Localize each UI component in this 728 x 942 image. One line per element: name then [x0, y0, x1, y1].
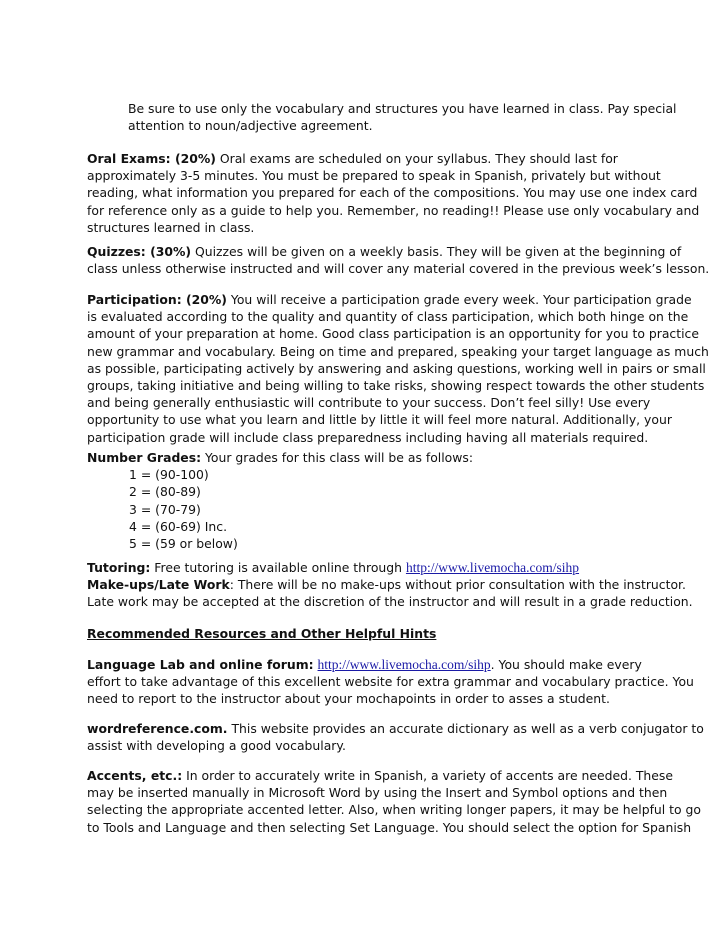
oral-exams-text: Oral exams are scheduled on your syllabus. They should last for	[215, 151, 618, 166]
accents-paragraph	[87, 767, 701, 836]
intro-line: attention to noun/adjective agreement.	[128, 118, 373, 134]
wordreference-heading: wordreference.com.	[87, 721, 228, 736]
language-lab-paragraph	[87, 656, 694, 708]
grade-item: 3 = (70-79)	[129, 501, 201, 517]
participation-paragraph	[87, 291, 709, 446]
participation-line: is evaluated according to the quality and quantity of class participation, which both hinge on the	[87, 309, 689, 325]
language-lab-line: effort to take advantage of this excellent website for extra grammar and vocabulary practice. You	[87, 674, 694, 690]
makeups-line: Late work may be accepted at the discretion of the instructor and will result in a grade reduction.	[87, 594, 693, 610]
accents-text: In order to accurately write in Spanish, a variety of accents are needed. These	[182, 768, 673, 783]
grade-item: 1 = (90-100)	[129, 467, 209, 483]
intro-paragraph	[128, 100, 677, 134]
wordreference-text: This website provides an accurate dictionary as well as a verb conjugator to	[227, 721, 704, 736]
quizzes-text: Quizzes will be given on a weekly basis. They will be given at the beginning of	[191, 244, 682, 259]
language-lab-text: . You should make every	[490, 657, 642, 672]
oral-exams-line: reading, what information you prepared for each of the compositions. You may use one index card	[87, 185, 698, 201]
number-grades-text: Your grades for this class will be as follows:	[201, 450, 474, 465]
participation-line: participation grade will include class preparedness including having all materials required.	[87, 429, 649, 445]
language-lab-line: need to report to the instructor about your mochapoints in order to asses a student.	[87, 691, 610, 707]
intro-line: Be sure to use only the vocabulary and structures you have learned in class. Pay special	[128, 101, 677, 116]
oral-exams-line: for reference only as a guide to help you. Remember, no reading!! Please use only vocabulary and	[87, 202, 700, 218]
grade-item: 2 = (80-89)	[129, 484, 201, 500]
oral-exams-line: approximately 3-5 minutes. You must be prepared to speak in Spanish, privately but without	[87, 168, 661, 184]
resources-heading-block	[87, 625, 677, 642]
accents-heading: Accents, etc.:	[87, 768, 183, 783]
resources-heading: Recommended Resources and Other Helpful Hints	[87, 626, 437, 641]
wordreference-paragraph	[87, 720, 704, 754]
accents-line: may be inserted manually in Microsoft Word by using the Insert and Symbol options and then	[87, 785, 668, 801]
participation-text: You will receive a participation grade every week. Your participation grade	[226, 292, 692, 307]
participation-line: groups, taking initiative and being willing to take risks, showing respect towards the other students	[87, 378, 705, 394]
participation-line: new grammar and vocabulary. Being on time and prepared, speaking your target language as much	[87, 343, 709, 359]
participation-heading: Participation: (20%)	[87, 292, 227, 307]
participation-line: amount of your preparation at home. Good class participation is an opportunity for you to practice	[87, 326, 699, 342]
makeups-text: : There will be no make-ups without prior consultation with the instructor.	[229, 577, 686, 593]
quizzes-paragraph	[87, 243, 710, 277]
number-grades-heading: Number Grades:	[87, 450, 202, 465]
accents-line: to Tools and Language and then selecting Set Language. You should select the option for Spanish	[87, 819, 692, 835]
participation-line: as possible, participating actively by answering and asking questions, working well in pairs or small	[87, 360, 706, 376]
oral-exams-line: structures learned in class.	[87, 219, 255, 235]
grade-item: 5 = (59 or below)	[129, 536, 238, 552]
tutoring-text: Free tutoring is available online through	[150, 560, 406, 575]
oral-exams-heading: Oral Exams: (20%)	[87, 151, 216, 166]
wordreference-line: assist with developing a good vocabulary.	[87, 738, 346, 754]
tutoring-link[interactable]: http://www.livemocha.com/sihp	[405, 560, 580, 575]
accents-line: selecting the appropriate accented letter. Also, when writing longer papers, it may be helpful to go	[87, 802, 701, 818]
quizzes-heading: Quizzes: (30%)	[87, 244, 192, 259]
oral-exams-paragraph	[87, 150, 700, 236]
language-lab-heading: Language Lab and online forum:	[87, 657, 314, 672]
participation-line: and being generally enthusiastic will contribute to your success. Don’t feel silly! Use every	[87, 395, 651, 411]
tutoring-makeups-paragraph	[87, 559, 693, 611]
tutoring-heading: Tutoring:	[87, 560, 151, 575]
quizzes-line: class unless otherwise instructed and will cover any material covered in the previous week’s lesson.	[87, 261, 710, 277]
language-lab-link[interactable]: http://www.livemocha.com/sihp	[317, 657, 491, 672]
makeups-heading: Make-ups/Late Work	[87, 577, 230, 593]
grade-item: 4 = (60-69) Inc.	[129, 518, 228, 534]
participation-line: opportunity to use what you learn and little by little it will feel more natural. Additionally, your	[87, 412, 672, 428]
number-grades-section	[87, 449, 677, 552]
